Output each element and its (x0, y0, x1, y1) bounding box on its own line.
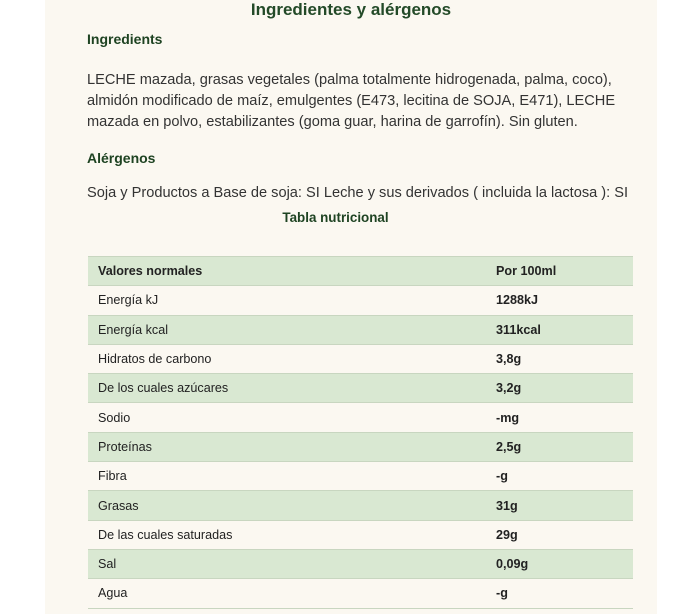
table-row (88, 579, 633, 608)
content-panel (45, 0, 657, 614)
nutrient-value: 3,8g (486, 344, 633, 373)
table-row (88, 286, 633, 315)
table-row (88, 549, 633, 578)
allergens-heading: Alérgenos (87, 150, 156, 166)
table-row (88, 520, 633, 549)
ingredients-text: LECHE mazada, grasas vegetales (palma totalmente hidrogenada, palma, coco), almidón modificado de maíz, emulgentes (E473, lecitina de SOJA, E471), LECHE mazada en polvo, estabilizantes (goma guar, harina de garrofín). Sin gluten. (87, 72, 616, 130)
nutrient-name: De los cuales azúcares (88, 374, 486, 403)
page-title: Ingredientes y alérgenos (250, 0, 452, 19)
table-row (88, 344, 633, 373)
nutrient-name: Energía kcal (88, 315, 486, 344)
nutrient-name: De las cuales saturadas (88, 520, 486, 549)
nutrient-value: 29g (486, 520, 633, 549)
nutrient-value: -mg (486, 403, 633, 432)
nutrient-name: Agua (88, 579, 486, 608)
nutrient-name: Proteínas (88, 432, 486, 461)
table-row (88, 315, 633, 344)
table-row (88, 491, 633, 520)
header-name-cell: Valores normales (88, 257, 486, 286)
nutrient-value: 311kcal (486, 315, 633, 344)
nutrient-name: Sodio (88, 403, 486, 432)
nutrient-name: Fibra (88, 462, 486, 491)
nutrient-name: Energía kJ (88, 286, 486, 315)
nutrient-value: 31g (486, 491, 633, 520)
table-row (88, 462, 633, 491)
header-value-cell: Por 100ml (486, 257, 633, 286)
nutrient-value: -g (486, 462, 633, 491)
table-title: Tabla nutricional (282, 210, 389, 225)
table-row (88, 432, 633, 461)
nutrient-value: 2,5g (486, 432, 633, 461)
table-header-row (88, 257, 633, 286)
nutrient-name: Grasas (88, 491, 486, 520)
table-row (88, 403, 633, 432)
allergens-text: Soja y Productos a Base de soja: SI Leche y sus derivados ( incluida la lactosa ): SI (87, 185, 629, 201)
nutrient-value: -g (486, 579, 633, 608)
ingredients-heading: Ingredients (87, 31, 163, 47)
nutrient-value: 3,2g (486, 374, 633, 403)
nutrient-name: Hidratos de carbono (88, 344, 486, 373)
nutrient-name: Sal (88, 549, 486, 578)
nutrition-table (88, 256, 633, 609)
table-row (88, 374, 633, 403)
nutrient-value: 0,09g (486, 549, 633, 578)
nutrient-value: 1288kJ (486, 286, 633, 315)
